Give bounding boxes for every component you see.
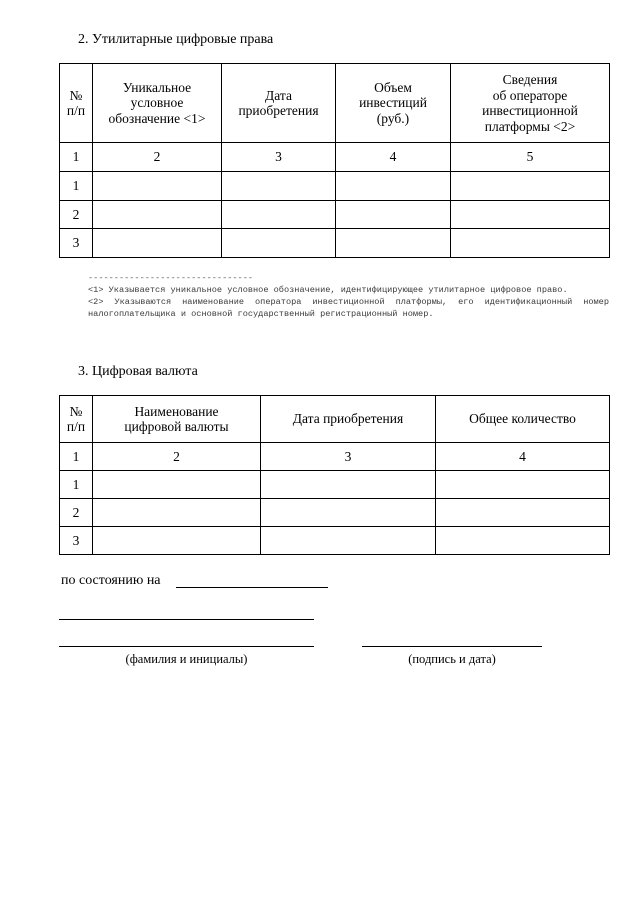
row-number-cell: 3 [60, 229, 93, 258]
footnote-separator: -------------------------------- [88, 273, 254, 283]
empty-cell [451, 201, 610, 229]
section-3-title: 3. Цифровая валюта [78, 364, 198, 379]
empty-cell [222, 229, 336, 258]
numbering-cell: 2 [93, 443, 261, 471]
numbering-cell: 5 [451, 143, 610, 172]
as-of-label: по состоянию на [61, 573, 161, 588]
numbering-cell: 1 [60, 143, 93, 172]
empty-cell [436, 527, 610, 555]
signature-date-line[interactable] [362, 646, 542, 647]
empty-cell [436, 471, 610, 499]
name-initials-caption: (фамилия и инициалы) [125, 652, 248, 666]
column-numbering-row [60, 143, 610, 172]
column-numbering-row [60, 443, 610, 471]
empty-cell [261, 527, 436, 555]
empty-cell [93, 499, 261, 527]
row-number-cell: 2 [60, 201, 93, 229]
header-cell-acquisition-date: Дата приобретения [222, 64, 336, 143]
numbering-cell: 3 [261, 443, 436, 471]
empty-cell [451, 229, 610, 258]
signature-date-caption: (подпись и дата) [408, 652, 496, 666]
header-cell-investment-volume: Объем инвестиций (руб.) [336, 64, 451, 143]
digital-currency-table [59, 395, 610, 555]
empty-cell [336, 201, 451, 229]
row-number-cell: 1 [60, 172, 93, 201]
header-cell-number: № п/п [60, 64, 93, 143]
section-2-title: 2. Утилитарные цифровые права [78, 32, 274, 47]
empty-cell [93, 172, 222, 201]
table-row [60, 499, 610, 527]
footnotes [60, 273, 609, 321]
signature-line-upper[interactable] [59, 619, 314, 620]
footnote-1: <1> Указывается уникальное условное обозначение, идентифицирующее утилитарное цифровое право. [88, 284, 568, 295]
table-header-row [60, 396, 610, 443]
table-row [60, 229, 610, 258]
empty-cell [222, 201, 336, 229]
row-number-cell: 1 [60, 471, 93, 499]
utility-digital-rights-table [59, 63, 610, 258]
table-row [60, 201, 610, 229]
empty-cell [93, 527, 261, 555]
row-number-cell: 2 [60, 499, 93, 527]
empty-cell [336, 229, 451, 258]
empty-cell [93, 201, 222, 229]
header-cell-total-quantity: Общее количество [436, 396, 610, 443]
empty-cell [436, 499, 610, 527]
header-cell-acquisition-date: Дата приобретения [261, 396, 436, 443]
numbering-cell: 3 [222, 143, 336, 172]
header-cell-unique-designation: Уникальное условное обозначение <1> [93, 64, 222, 143]
table-row [60, 471, 610, 499]
as-of-date-line[interactable] [176, 587, 328, 588]
header-cell-number: № п/п [60, 396, 93, 443]
empty-cell [261, 499, 436, 527]
header-cell-operator-info: Сведения об операторе инвестиционной платформы <2> [451, 64, 610, 143]
row-number-cell: 3 [60, 527, 93, 555]
table-header-row [60, 64, 610, 143]
footnote-2: <2> Указываются наименование оператора инвестиционной платформы, его идентификационный номер налогоплательщика и основной государственный регистрационный номер. [88, 296, 609, 319]
table-row [60, 172, 610, 201]
numbering-cell: 4 [336, 143, 451, 172]
name-initials-line[interactable] [59, 646, 314, 647]
numbering-cell: 1 [60, 443, 93, 471]
empty-cell [222, 172, 336, 201]
numbering-cell: 4 [436, 443, 610, 471]
empty-cell [336, 172, 451, 201]
empty-cell [261, 471, 436, 499]
table-row [60, 527, 610, 555]
empty-cell [93, 471, 261, 499]
numbering-cell: 2 [93, 143, 222, 172]
header-cell-currency-name: Наименование цифровой валюты [93, 396, 261, 443]
empty-cell [451, 172, 610, 201]
empty-cell [93, 229, 222, 258]
